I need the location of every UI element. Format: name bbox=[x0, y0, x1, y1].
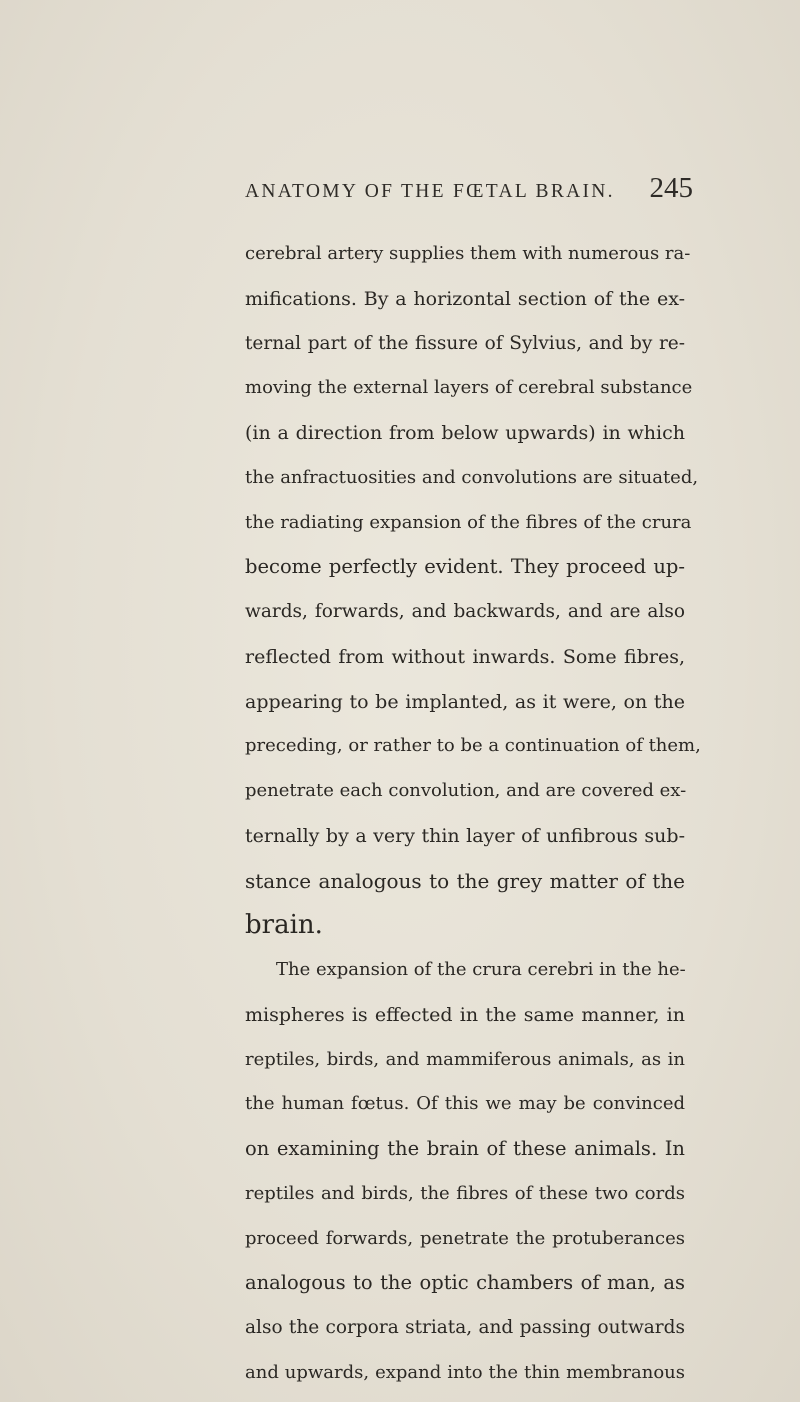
text-line: the radiating expansion of the fibres of the crura bbox=[245, 511, 692, 533]
text-line: mifications. By a horizontal section of the ex- bbox=[245, 287, 685, 310]
text-line: ternal part of the fissure of Sylvius, and by re- bbox=[245, 332, 685, 354]
running-head bbox=[245, 172, 695, 212]
text-line: brain. bbox=[245, 910, 323, 941]
running-title: ANATOMY OF THE FŒTAL BRAIN. bbox=[245, 181, 615, 202]
text-line: the anfractuosities and convolutions are situated, bbox=[245, 466, 699, 488]
text-line: moving the external layers of cerebral substance bbox=[245, 377, 693, 399]
text-line: appearing to be implanted, as it were, on the bbox=[245, 690, 685, 713]
text-line: mispheres is effected in the same manner, in bbox=[245, 1003, 685, 1026]
text-line: The expansion of the crura cerebri in the he- bbox=[276, 959, 686, 980]
body-text bbox=[245, 232, 701, 1396]
text-line: the human fœtus. Of this we may be convinced bbox=[245, 1093, 685, 1115]
text-line: and upwards, expand into the thin membranous bbox=[245, 1361, 685, 1383]
text-line: proceed forwards, penetrate the protuberances bbox=[245, 1227, 685, 1249]
text-line: wards, forwards, and backwards, and are also bbox=[245, 601, 685, 622]
text-line: stance analogous to the grey matter of the bbox=[245, 868, 685, 893]
text-line: analogous to the optic chambers of man, as bbox=[245, 1271, 685, 1295]
text-line: penetrate each convolution, and are covered ex- bbox=[245, 780, 687, 801]
text-line: also the corpora striata, and passing outwards bbox=[245, 1317, 685, 1338]
text-line: reflected from without inwards. Some fibres, bbox=[245, 645, 685, 668]
page-number: 245 bbox=[649, 172, 693, 204]
text-line: reptiles, birds, and mammiferous animals, as in bbox=[245, 1048, 685, 1070]
text-line: preceding, or rather to be a continuation of them, bbox=[245, 735, 701, 757]
text-line: reptiles and birds, the fibres of these two cords bbox=[245, 1182, 685, 1204]
text-line: on examining the brain of these animals. In bbox=[245, 1137, 685, 1160]
text-line: cerebral artery supplies them with numerous ra- bbox=[245, 243, 691, 264]
text-line: (in a direction from below upwards) in which bbox=[245, 422, 685, 444]
text-line: ternally by a very thin layer of unfibrous sub- bbox=[245, 824, 685, 847]
text-line: become perfectly evident. They proceed up- bbox=[245, 555, 685, 579]
